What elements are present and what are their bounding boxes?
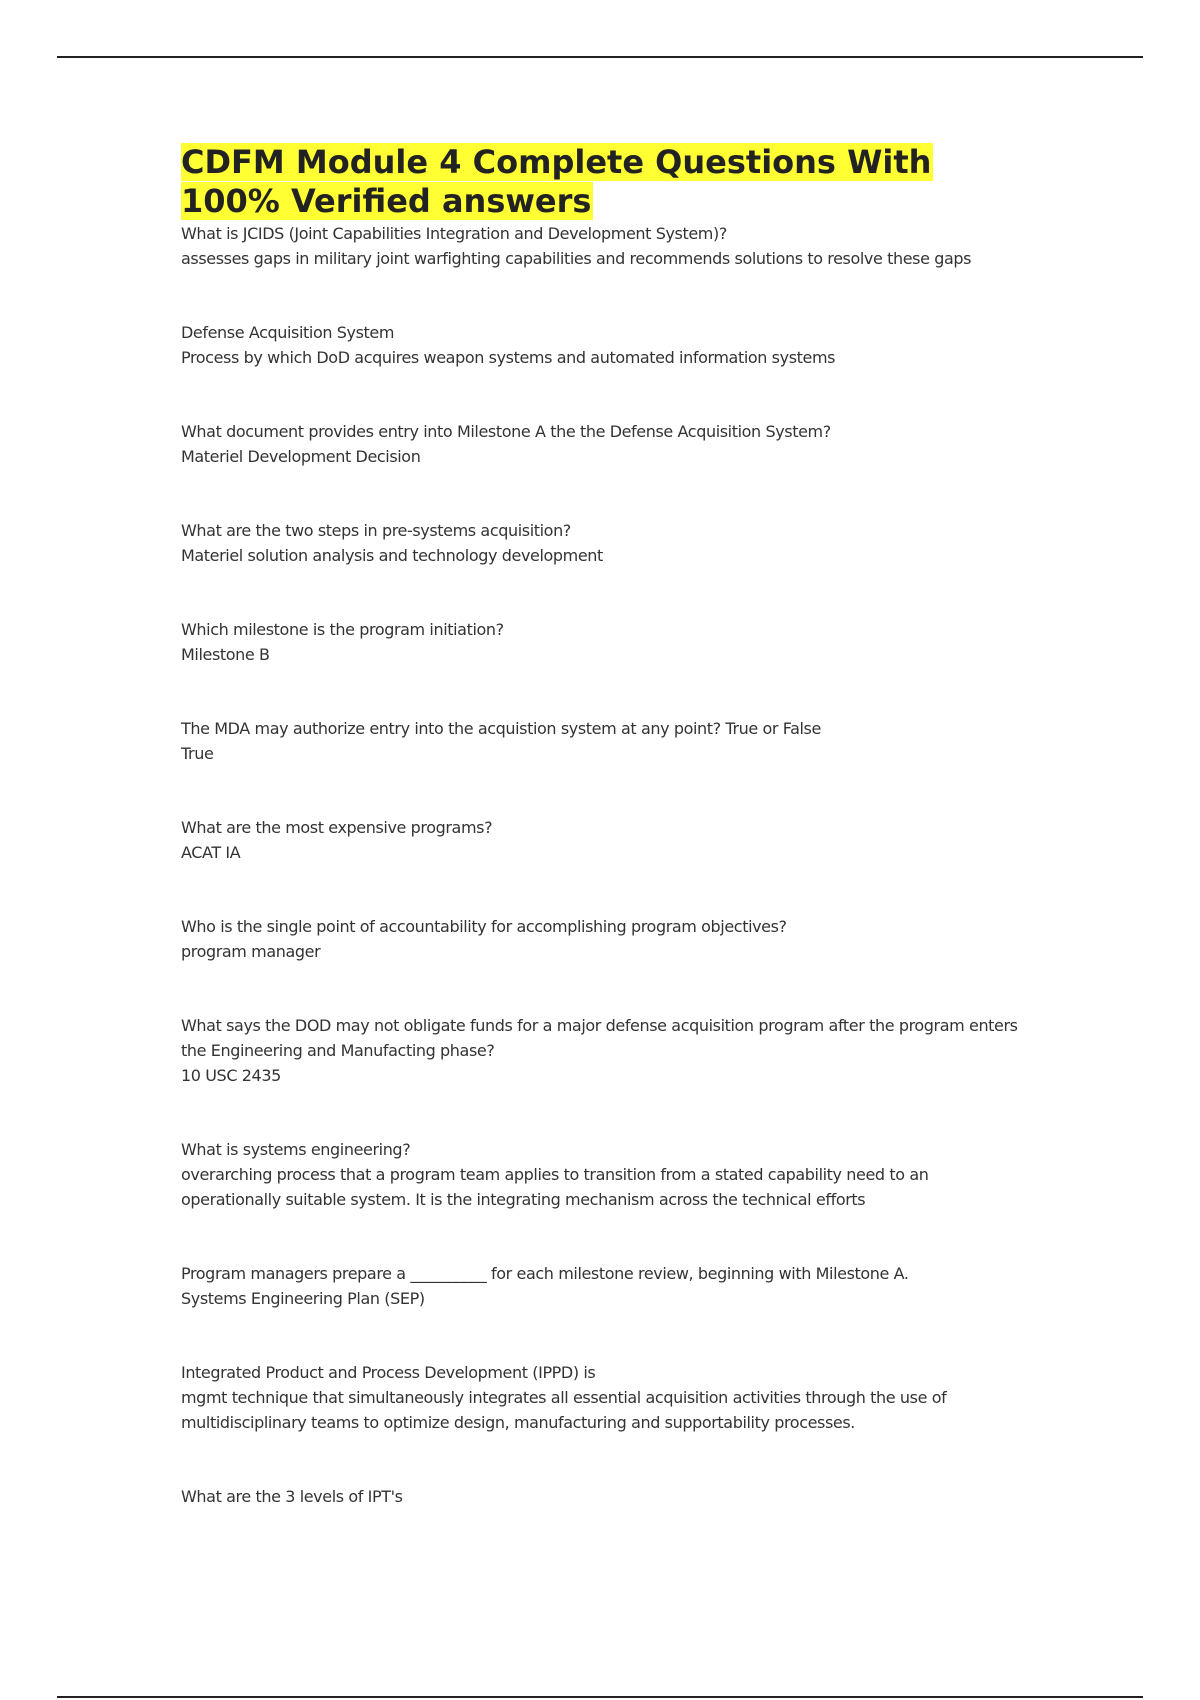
document-body <box>181 143 1031 1558</box>
qa-item <box>181 716 1031 766</box>
qa-item <box>181 815 1031 865</box>
qa-item <box>181 914 1031 964</box>
qa-item <box>181 1484 1031 1509</box>
question-text: What is JCIDS (Joint Capabilities Integration and Development System)? <box>181 224 727 243</box>
answer-text: Systems Engineering Plan (SEP) <box>181 1289 425 1308</box>
qa-item <box>181 617 1031 667</box>
answer-text: mgmt technique that simultaneously integrates all essential acquisition activities through the use of multidisciplinary teams to optimize design, manufacturing and supportability processes. <box>181 1388 947 1432</box>
qa-item <box>181 1261 1031 1311</box>
qa-item <box>181 1360 1031 1435</box>
answer-text: assesses gaps in military joint warfighting capabilities and recommends solutions to resolve these gaps <box>181 249 972 268</box>
answer-text: True <box>181 744 214 763</box>
question-text: What are the two steps in pre-systems acquisition? <box>181 521 571 540</box>
qa-item <box>181 320 1031 370</box>
qa-item <box>181 419 1031 469</box>
qa-item <box>181 221 1031 271</box>
qa-list <box>181 221 1031 1509</box>
answer-text: Process by which DoD acquires weapon systems and automated information systems <box>181 348 836 367</box>
question-text: Who is the single point of accountability for accomplishing program objectives? <box>181 917 787 936</box>
qa-item <box>181 1137 1031 1212</box>
answer-text: Materiel Development Decision <box>181 447 421 466</box>
question-text: What document provides entry into Milestone A the the Defense Acquisition System? <box>181 422 831 441</box>
qa-item <box>181 1013 1031 1088</box>
question-text: Which milestone is the program initiation? <box>181 620 504 639</box>
question-text: What are the most expensive programs? <box>181 818 493 837</box>
document-title <box>181 143 1031 221</box>
answer-text: program manager <box>181 942 321 961</box>
answer-text: 10 USC 2435 <box>181 1066 281 1085</box>
answer-text: Milestone B <box>181 645 270 664</box>
title-highlight: CDFM Module 4 Complete Questions With 100% Verified answers <box>181 143 932 220</box>
question-text: Program managers prepare a __________ for each milestone review, beginning with Milestone A. <box>181 1264 909 1283</box>
qa-item <box>181 518 1031 568</box>
question-text: What says the DOD may not obligate funds for a major defense acquisition program after the program enters the Engineering and Manufacting phase? <box>181 1016 1018 1060</box>
header-rule <box>57 56 1143 58</box>
question-text: Integrated Product and Process Development (IPPD) is <box>181 1363 596 1382</box>
question-text: What is systems engineering? <box>181 1140 411 1159</box>
answer-text: Materiel solution analysis and technology development <box>181 546 603 565</box>
question-text: What are the 3 levels of IPT's <box>181 1487 403 1506</box>
question-text: The MDA may authorize entry into the acquistion system at any point? True or False <box>181 719 821 738</box>
answer-text: overarching process that a program team applies to transition from a stated capability need to an operationally suitable system. It is the integrating mechanism across the technical efforts <box>181 1165 929 1209</box>
answer-text: ACAT IA <box>181 843 241 862</box>
footer-rule <box>57 1696 1143 1698</box>
question-text: Defense Acquisition System <box>181 323 395 342</box>
